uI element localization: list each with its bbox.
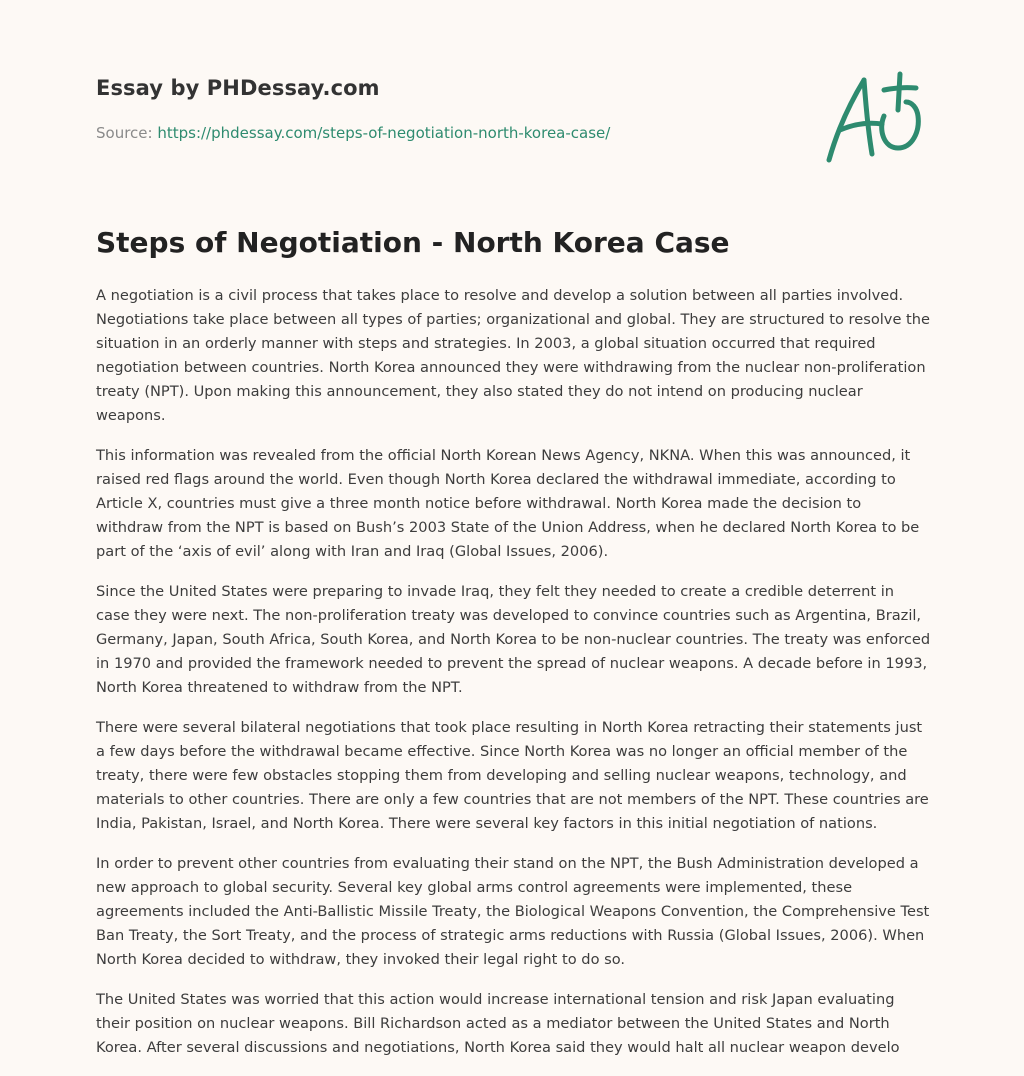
essay-body [96, 284, 932, 1076]
source-line [96, 124, 610, 142]
essay-paragraph: This information was revealed from the official North Korean News Agency, NKNA. When this was announced, it raised red flags around the world. Even though North Korea declared the withdrawal immediate, according to Article X, countries must give a three month notice before withdrawal. North Korea made the decision to withdraw from the NPT is based on Bush’s 2003 State of the Union Address, when he declared North Korea to be part of the ‘axis of evil’ along with Iran and Iraq (Global Issues, 2006). [96, 447, 920, 560]
essay-paragraph: There were several bilateral negotiations that took place resulting in North Korea retracting their statements just a few days before the withdrawal became effective. Since North Korea was no longer an official member of the treaty, there were few obstacles stopping them from developing and selling nuclear weapons, technology, and materials to other countries. There are only a few countries that are not members of the NPT. These countries are India, Pakistan, Israel, and North Korea. There were several key factors in this initial negotiation of nations. [96, 719, 929, 832]
essay-paragraph: Since the United States were preparing to invade Iraq, they felt they needed to create a credible deterrent in case they were next. The non-proliferation treaty was developed to convince countries such as Argentina, Brazil, Germany, Japan, South Africa, South Korea, and North Korea to be non-nuclear countries. The treaty was enforced in 1970 and provided the framework needed to prevent the spread of nuclear weapons. A decade before in 1993, North Korea threatened to withdraw from the NPT. [96, 583, 931, 696]
essay-paragraph: In order to prevent other countries from evaluating their stand on the NPT, the Bush Administration developed a new approach to global security. Several key global arms control agreements were implemented, these agreements included the Anti-Ballistic Missile Treaty, the Biological Weapons Convention, the Comprehensive Test Ban Treaty, the Sort Treaty, and the process of strategic arms reductions with Russia (Global Issues, 2006). When North Korea decided to withdraw, they invoked their legal right to do so. [96, 855, 930, 968]
source-link[interactable]: https://phdessay.com/steps-of-negotiation-north-korea-case/ [157, 124, 611, 142]
a-plus-logo-icon [820, 68, 930, 168]
site-brand: Essay by PHDessay.com [96, 76, 380, 100]
essay-paragraph: A negotiation is a civil process that takes place to resolve and develop a solution between all parties involved. Negotiations take place between all types of parties; organizational and global. They are structured to resolve the situation in an orderly manner with steps and strategies. In 2003, a global situation occurred that required negotiation between countries. North Korea announced they were withdrawing from the nuclear non-proliferation treaty (NPT). Upon making this announcement, they also stated they do not intend on producing nuclear weapons. [96, 287, 931, 424]
source-label: Source: [96, 124, 158, 142]
essay-paragraph: The United States was worried that this action would increase international tension and risk Japan evaluating their position on nuclear weapons. Bill Richardson acted as a mediator between the United States and North Korea. After several discussions and negotiations, North Korea said they would halt all nuclear weapon develo [96, 991, 900, 1056]
essay-title: Steps of Negotiation - North Korea Case [96, 226, 730, 259]
